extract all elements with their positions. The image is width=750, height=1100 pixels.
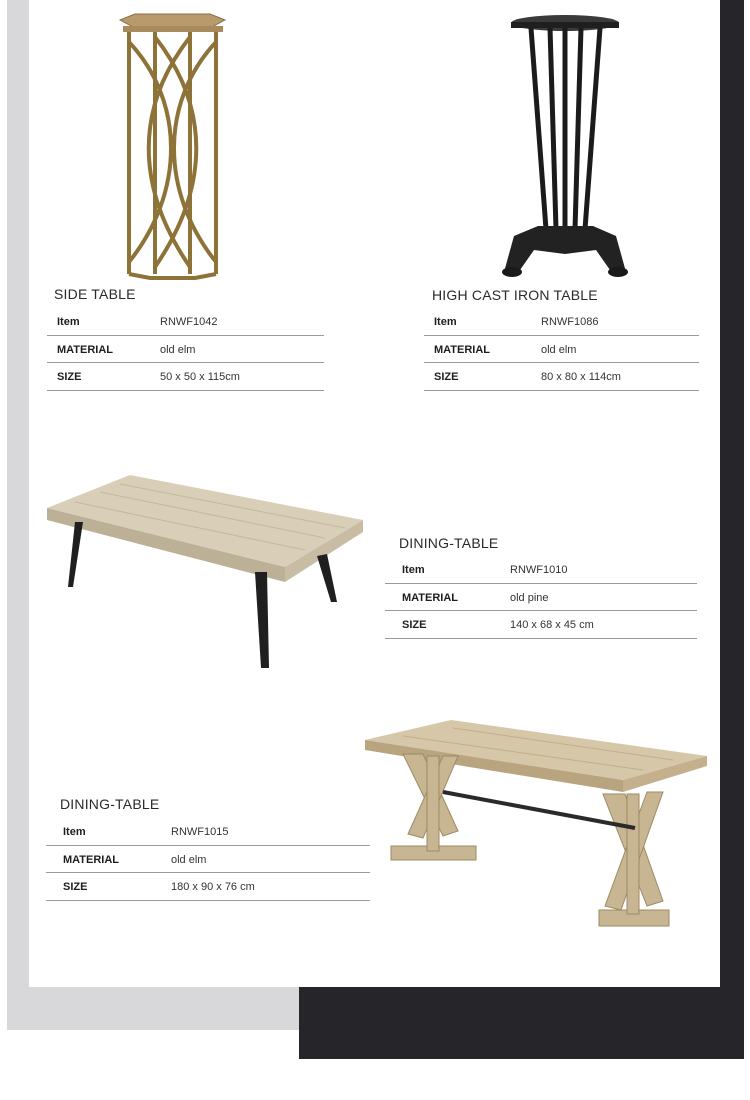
spec-table	[47, 308, 324, 391]
spec-row-size	[47, 363, 324, 391]
spec-value: old elm	[171, 853, 207, 866]
spec-value: RNWF1010	[510, 564, 568, 576]
spec-row-size	[424, 363, 699, 391]
spec-label: Item	[402, 564, 425, 576]
side-table-image	[115, 12, 230, 284]
spec-value: 140 x 68 x 45 cm	[510, 619, 594, 631]
spec-label: MATERIAL	[434, 343, 491, 356]
spec-value: 50 x 50 x 115cm	[160, 371, 240, 383]
spec-row-material	[47, 336, 324, 364]
spec-value: RNWF1086	[541, 316, 599, 328]
spec-table	[424, 308, 699, 391]
dining-table-elm-image	[363, 716, 709, 936]
spec-label: SIZE	[63, 881, 88, 893]
spec-label: MATERIAL	[63, 853, 120, 866]
spec-label: SIZE	[57, 371, 82, 383]
spec-label: SIZE	[402, 619, 427, 631]
spec-value: 180 x 90 x 76 cm	[171, 881, 255, 893]
spec-label: MATERIAL	[402, 591, 459, 604]
spec-row-material	[385, 584, 697, 612]
spec-table	[46, 818, 370, 901]
spec-row-material	[46, 846, 370, 874]
spec-row-item	[424, 308, 699, 336]
spec-row-size	[46, 873, 370, 901]
spec-row-material	[424, 336, 699, 364]
spec-row-item	[47, 308, 324, 336]
spec-label: Item	[434, 316, 457, 328]
dining-table-pine-image	[45, 472, 365, 672]
spec-row-item	[385, 556, 697, 584]
high-cast-iron-table-image	[498, 14, 633, 280]
spec-row-item	[46, 818, 370, 846]
background-dark-bar	[299, 987, 744, 1059]
spec-label: SIZE	[434, 371, 459, 383]
background-dark-edge	[720, 0, 744, 1059]
spec-row-size	[385, 611, 697, 639]
product-title: SIDE TABLE	[54, 286, 136, 302]
spec-label: MATERIAL	[57, 343, 114, 356]
spec-value: old elm	[541, 343, 577, 356]
product-title: DINING-TABLE	[60, 796, 160, 812]
spec-value: 80 x 80 x 114cm	[541, 371, 621, 383]
product-title: DINING-TABLE	[399, 535, 499, 551]
spec-value: old elm	[160, 343, 196, 356]
spec-value: RNWF1042	[160, 316, 218, 328]
product-title: HIGH CAST IRON TABLE	[432, 287, 598, 303]
spec-table	[385, 556, 697, 639]
spec-value: RNWF1015	[171, 826, 229, 838]
spec-label: Item	[57, 316, 80, 328]
spec-value: old pine	[510, 591, 549, 604]
spec-label: Item	[63, 826, 86, 838]
